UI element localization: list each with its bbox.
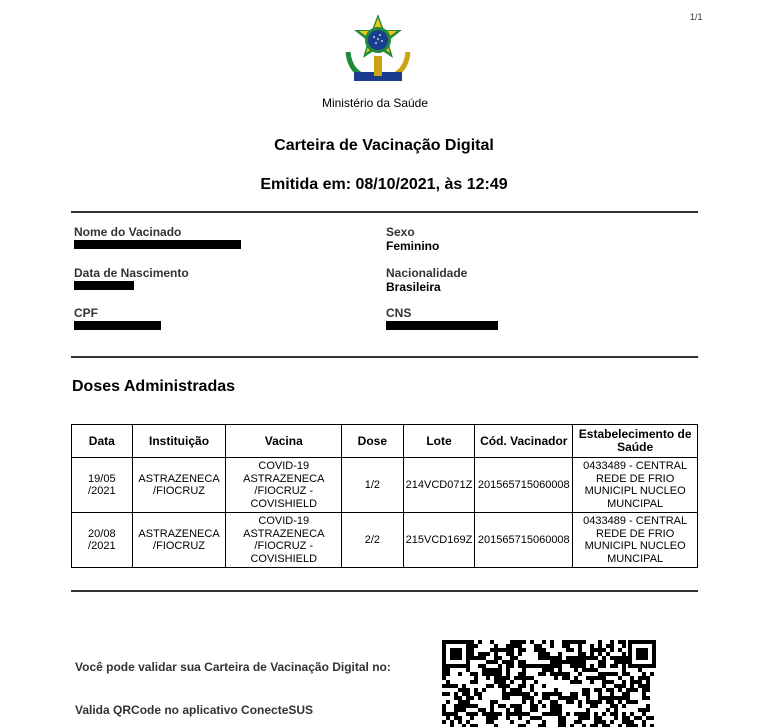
issued-date: Emitida em: 08/10/2021, às 12:49	[260, 176, 508, 193]
header-instituicao: Instituição	[132, 425, 226, 458]
table-header-row	[72, 425, 698, 458]
table-row	[72, 458, 698, 513]
header-data: Data	[72, 425, 133, 458]
nationality-label: Nacionalidade	[386, 266, 468, 280]
cell-date: 19/05 /2021	[72, 458, 133, 513]
sex-value: Feminino	[386, 239, 440, 253]
cell-vaccinator-code: 201565715060008	[475, 458, 573, 513]
cell-establishment: 0433489 - CENTRAL REDE DE FRIO MUNICIPL NUCLEO MUNCIPAL	[573, 513, 698, 568]
cpf-redacted	[74, 321, 161, 330]
name-redacted	[74, 240, 241, 249]
cell-vaccine: COVID-19 ASTRAZENECA /FIOCRUZ - COVISHIELD	[226, 458, 342, 513]
cell-vaccine: COVID-19 ASTRAZENECA /FIOCRUZ - COVISHIELD	[226, 513, 342, 568]
ministry-name: Ministério da Saúde	[321, 96, 429, 110]
coat-of-arms-icon	[340, 12, 416, 92]
cns-redacted	[386, 321, 498, 330]
app-text: Valida QRCode no aplicativo ConecteSUS	[75, 703, 314, 717]
cell-dose: 1/2	[342, 458, 404, 513]
cell-vaccinator-code: 201565715060008	[475, 513, 573, 568]
dob-label: Data de Nascimento	[74, 266, 189, 280]
header-cod-vacinador: Cód. Vacinador	[475, 425, 573, 458]
header-dose: Dose	[342, 425, 404, 458]
validate-text: Você pode validar sua Carteira de Vacinação Digital no:	[75, 660, 391, 674]
header-estabelecimento: Estabelecimento de Saúde	[573, 425, 698, 458]
cell-lot: 214VCD071Z	[403, 458, 475, 513]
name-label: Nome do Vacinado	[74, 225, 182, 239]
cpf-label: CPF	[74, 306, 98, 320]
header-lote: Lote	[403, 425, 475, 458]
document-title: Carteira de Vacinação Digital	[274, 137, 494, 154]
header-vacina: Vacina	[226, 425, 342, 458]
divider-top	[71, 211, 698, 213]
page-number: 1/1	[690, 12, 703, 22]
cell-dose: 2/2	[342, 513, 404, 568]
doses-section-title: Doses Administradas	[72, 378, 236, 395]
cell-date: 20/08 /2021	[72, 513, 133, 568]
divider-bottom	[71, 590, 698, 592]
cell-lot: 215VCD169Z	[403, 513, 475, 568]
cns-label: CNS	[386, 306, 412, 320]
qr-code[interactable]	[442, 640, 656, 727]
nationality-value: Brasileira	[386, 280, 441, 294]
cell-establishment: 0433489 - CENTRAL REDE DE FRIO MUNICIPL NUCLEO MUNCIPAL	[573, 458, 698, 513]
dob-redacted	[74, 281, 134, 290]
doses-table	[71, 424, 698, 568]
divider-middle	[71, 356, 698, 358]
sex-label: Sexo	[386, 225, 415, 239]
cell-institution: ASTRAZENECA /FIOCRUZ	[132, 458, 226, 513]
cell-institution: ASTRAZENECA /FIOCRUZ	[132, 513, 226, 568]
table-row	[72, 513, 698, 568]
